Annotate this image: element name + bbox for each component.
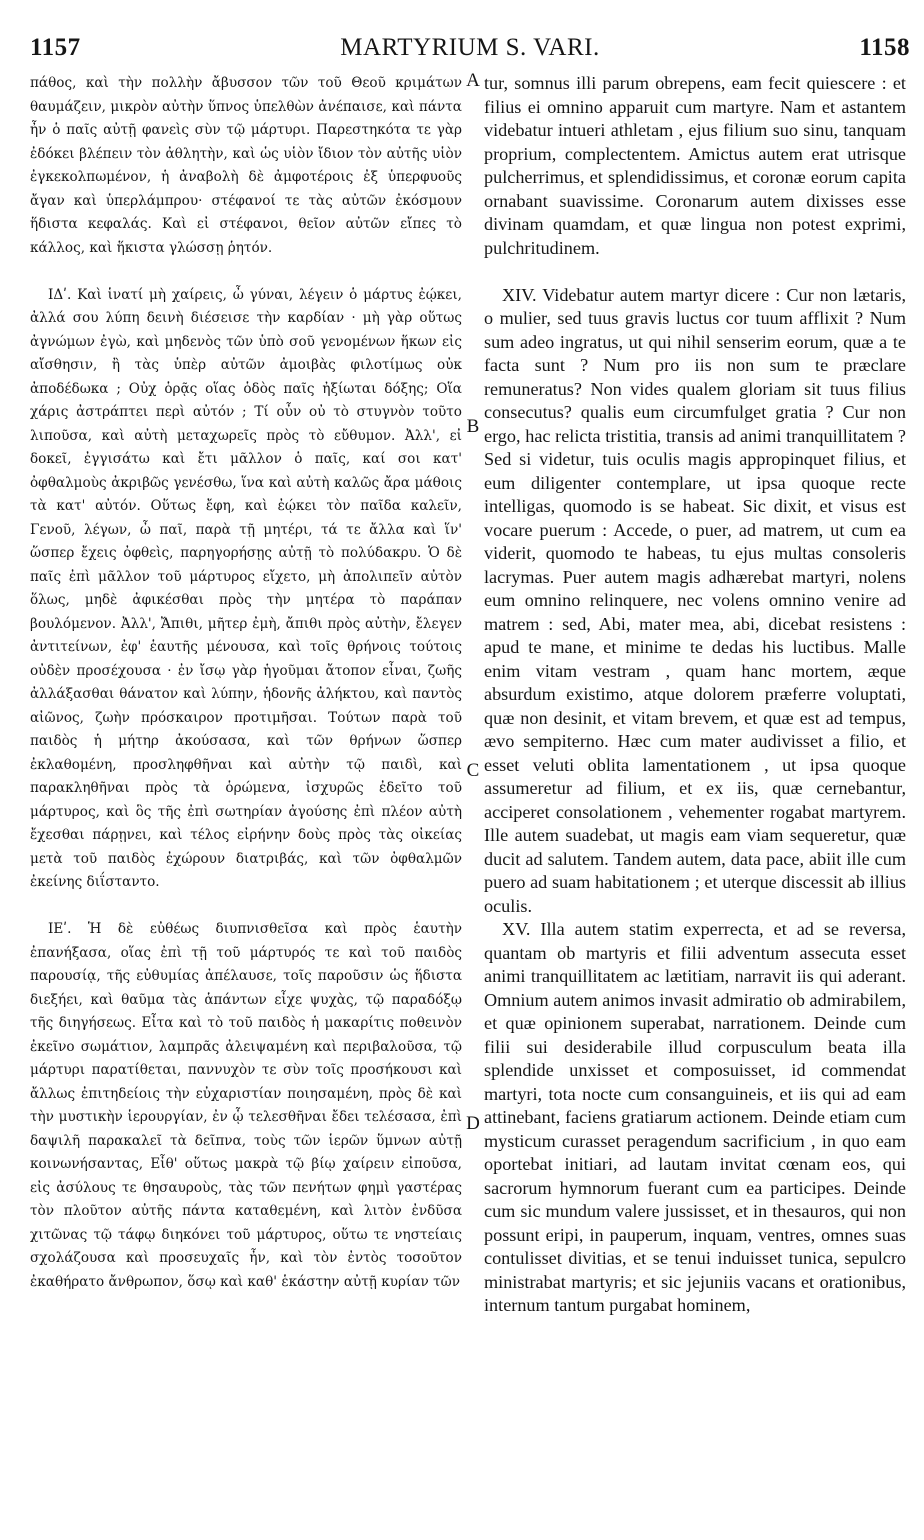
- page-number-left: 1157: [30, 34, 81, 61]
- latin-paragraph-14: XIV. Videbatur autem martyr dicere : Cur non lætaris, o mulier, sed tuus gravis luctus cor tuum afflixit ? Num sum adeo ingratus, ut qui nihil senserim eorum, quæ a te facta sunt ? Num pro iis non sum te præclare remuneratus? Non vides qualem gloriam sit tuus filius consecutus? qualis eum circumfulget gratia ? Cur non ergo, hac relicta tristitia, transis ad animi tranquillitatem ? Sed si videtur, tuis oculis magis appropinquet filius, et eum diligenter contemplare, ut ipsa quoque recte intelligas, quomodo is se habeat. Sic dixit, et visus est vocare puerum : Accede, o puer, ad matrem, ut cum ea viderit, quomodo te habeas, tu ejus multas consoleris lacrymas. Puer autem magis adhærebat martyri, nolens eum omnino relinquere, nec volens omnino venire ad matrem : sed, Abi, mater mea, abi, dicebat resistens : apud te mane, et minime te dedas his luctibus. Malle enim vitam vestram , quam hanc mortem, æque absurdum existimo, atque dolorem præferre voluptati, quæ non desinit, et vitam brevem, et quæ est ad tempus, ævo sempiterno. Hæc cum mater audivisset a filio, et esset veluti oblita lamentationem , ut ipsa quoque assumeretur ad filium, et ex iis, quæ cernebantur, acciperet consolationem , vehementer rogabat martyrem. Ille autem suadebat, ut magis eam viam sequeretur, quæ ducit ad salutem. Tandem autem, data pace, abiit ille cum puero ad suam habitationem ; et uterque discessit ab illius oculis.: [484, 284, 906, 916]
- section-marker-c: C: [466, 760, 480, 781]
- section-markers: [464, 0, 482, 1540]
- greek-column: [30, 72, 462, 1294]
- paragraph-gap: [30, 260, 462, 284]
- running-title: MARTYRIUM S. VARI.: [340, 34, 600, 61]
- greek-paragraph-14: ΙΔʹ. Καὶ ἱνατί μὴ χαίρεις, ὦ γύναι, λέγειν ὁ μάρτυς ἐῴκει, ἀλλά σου λύπη δεινὴ διέσεισε τὴν καρδίαν · μὴ γὰρ οὕτως ἀγνώμων ἐγὼ, καὶ μηδενὸς τῶν ὑπὸ σοῦ γενομένων ἥκων εἰς αἴσθησιν, ἢ τὰς ὑπὲρ αὐτῶν ἀμοιβὰς φιλοτίμως οὐκ ἀποδέδωκα ; Οὐχ ὁρᾷς οἵας ὁδὸς παῖς ἠξίωται δόξης; Οἵα χάρις ἀστράπτει περὶ αὐτόν ; Τί οὖν οὐ τὸ στυγνὸν τοῦτο λιποῦσα, καὶ αὐτὴ μεταχωρεῖς πρὸς τὸ εὔθυμον. Ἀλλ', εἰ δοκεῖ, ἐγγισάτω καὶ ἔτι μᾶλλον ὁ παῖς, καί σοι κατ' ὀφθαλμοὺς ἀκριβῶς γενέσθω, ἵνα καὶ αὐτὴ καλῶς ἄρα μάθοις τὰ κατ' αὐτόν. Οὕτως ἔφη, καὶ ἐῴκει τὸν παῖδα καλεῖν, Γενοῦ, λέγων, ὦ παῖ, παρὰ τῇ μητέρι, τά τε ἄλλα καὶ ἵν' ὥσπερ ἔχεις ὀφθεὶς, παρηγορήσῃς αὐτῇ τὸ πολύδακρυ. Ὁ δὲ παῖς ἐπὶ μᾶλλον τοῦ μάρτυρος εἴχετο, μὴ ἀπολιπεῖν αὐτὸν ὅλως, μηδὲ ἀφικέσθαι πρὸς τὴν μητέρα τὸ παράπαν βουλόμενον. Ἀλλ', Ἄπιθι, μῆτερ ἐμὴ, ἄπιθι πρὸς αὐτὴν, ἔλεγεν ἀντιτείνων, ἐφ' ἑαυτῆς μένουσα, καὶ τοῖς θρήνοις τούτοις οὐδὲν προσέχουσα · ἐν ἴσῳ γὰρ ἡγοῦμαι ἄτοπον εἶναι, ζωῆς ἀλλάξασθαι θάνατον καὶ λύπην, ἡδονῆς ἀλήκτου, καὶ παντὸς αἰῶνος, ζωὴν πρόσκαιρον προτιμῆσαι. Τούτων παρὰ τοῦ παιδὸς ἡ μήτηρ ἀκούσασα, καὶ τῶν θρήνων ὥσπερ ἐκλαθομένη, προσληφθῆναι καὶ αὐτὴν τῷ παιδὶ, καὶ παρακληθῆναι πρὸς τὰ ὁρώμενα, ἰσχυρῶς ἐδεῖτο τοῦ μάρτυρος, καὶ ὃς τῆς ἐπὶ σωτηρίαν ἀγούσης ἐπὶ πλέον αὐτὴ ἔχεσθαι πάρῃνει, καὶ τέλος εἰρήνην δοὺς πρὸς τὰς οἰκείας μετὰ τοῦ παιδὸς ἐχώρουν διατριβάς, καὶ τῶν ὀφθαλμῶν ἐκείνης διΐσταντο.: [30, 286, 462, 890]
- greek-paragraph-1: πάθος, καὶ τὴν πολλὴν ἄβυσσον τῶν τοῦ Θεοῦ κριμάτων θαυμάζειν, μικρὸν αὐτὴν ὕπνος ὑπελθὼν ἀνέπαισε, καὶ πάντα ἦν ὁ παῖς αὐτῇ φανεὶς σὺν τῷ μάρτυρι. Παρεστηκότα τε γὰρ ἐδόκει βλέπειν τὸν ἀθλητὴν, καὶ ὡς υἱὸν ἴδιον τὸν αὐτῆς υἱὸν ἐγκεκολπωμένον, ἡ ἀναβολὴ δὲ ἀμφοτέροις ἐξ ὑπερφυοῦς ἄγαν καὶ ὑπερλάμπρου· στέφανοί τε τὰς αὐτῶν ἐκόσμουν ἥδιστα κεφαλάς. Καὶ εἰ στέφανοι, θεῖον αὐτῶν εἴπες τὸ κάλλος, καὶ ἥκιστα γλώσσῃ ῥητόν.: [30, 75, 462, 256]
- greek-paragraph-15: ΙΕʹ. Ἡ δὲ εὐθέως διυπνισθεῖσα καὶ πρὸς ἑαυτὴν ἐπανήξασα, οἵας ἐπὶ τῇ τοῦ μάρτυρός τε καὶ τοῦ παιδὸς παρουσίᾳ, τῆς εὐθυμίας ἀπέλαυσε, τοῖς παροῦσιν ὡς ἥδιστα διεξήει, καὶ θαῦμα τὰς ἁπάντων εἶχε ψυχὰς, τῷ παραδόξῳ τῆς διηγήσεως. Εἶτα καὶ τὸ τοῦ παιδὸς ἡ μακαρίτις ποθεινὸν ἐκεῖνο σωμάτιον, λαμπρᾶς ἀλειψαμένη καὶ περιβαλοῦσα, τῷ μάρτυρι παρατίθεται, παννυχὸν τε σὺν τοῖς προσήκουσι καὶ ἄλλως ἐπιτηδείοις τὴν εὐχαριστίαν ποιησαμένη, πρὸς δὲ καὶ τὴν μυστικὴν ἱερουργίαν, ἐν ᾧ τελεσθῆναι ἔδει τελέσασα, ἐπὶ δαψιλῆ παρακαλεῖ τὰ δεῖπνα, τοὺς τῶν ἱερῶν ὕμνων αὐτῇ κοινωνήσαντας, Εἶθ' οὕτως μακρὰ τῷ βίῳ χαίρειν εἰποῦσα, εἰς ἀσύλους τε θησαυροὺς, τὰς τῶν πενήτων φημὶ γαστέρας τὸν πλοῦτον αὐτῆς πάντα καταθεμένη, καὶ λιτὸν ἐνδῦσα χιτῶνας τῷ τάφῳ διηκόνει τοῦ μάρτυρος, οὕτω τε νηστείαις σχολάζουσα καὶ προσευχαῖς ἦν, καὶ τὸν ἐντὸς τοσοῦτον ἐκαθήρατο ἄνθρωπον, ὅσῳ καὶ καθ' ἑκάστην αὐτῇ κυρίαν τῶν: [30, 921, 462, 1290]
- latin-paragraph-1: tur, somnus illi parum obrepens, eam fecit quiescere : et filius ei omnino apparuit cum martyre. Nam et astantem videbatur intueri athletam , ejus filium suo sinu, tanquam proprium, complectentem. Amictus autem erat utrisque pulcherrimus, et splendidissimus, et coronæ eorum capita ornabant suavissime. Coronarum autem dixisses esse divinam quamdam, et quæ lingua non potest exprimi, pulchritudinem.: [484, 73, 906, 258]
- latin-paragraph-15: XV. Illa autem statim experrecta, et ad se reversa, quantam ob martyris et filii adventum assecuta esset animi tranquillitatem ac lætitiam, narravit iis qui aderant. Omnium autem animos invasit admiratio ob admirabilem, et quæ opinionem superabat, narrationem. Deinde cum filii sui desiderabile illud corpusculum beata illa splendide unxisset et composuisset, id commendat martyri, tota nocte cum consanguineis, et iis qui ad eam attinebant, faciens gratiarum actionem. Deinde etiam cum mysticum curasset peragendum sacrificium , in quo eam oportebat initiari, ad lautam invitat cœnam eos, qui sacrorum hymnorum fuerant cum ea participes. Deinde cum sic mundum valere jussisset, et in thesauros, qui non possunt eripi, in pauperum, inquam, ventres, omnes suas contulisset divitias, et se tenui induisset tunica, sepulcro ministrabat martyris; et sic jejuniis vacans et orationibus, internum tantum purgabat hominem,: [484, 919, 906, 1315]
- paragraph-gap: [484, 260, 906, 284]
- paragraph-gap: [30, 895, 462, 919]
- section-marker-d: D: [466, 1113, 480, 1134]
- section-marker-a: A: [466, 70, 480, 91]
- section-marker-b: B: [466, 416, 480, 437]
- latin-column: [484, 72, 906, 1318]
- page-number-right: 1158: [859, 34, 910, 61]
